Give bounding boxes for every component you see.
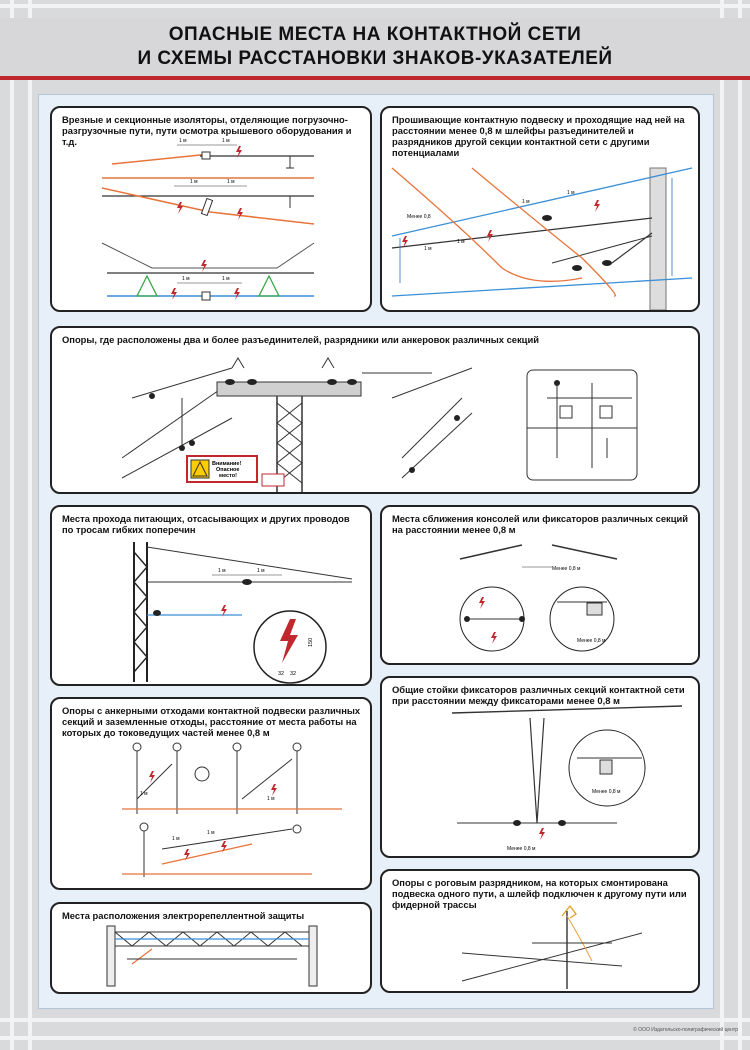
- messenger-wire: [102, 243, 314, 268]
- dim-label: 32: [290, 671, 297, 677]
- orange-wire: [112, 154, 210, 164]
- dim-label: 1 м: [140, 791, 148, 797]
- panel-feeder-wires: [50, 505, 372, 686]
- dim-label: 1 м: [257, 568, 265, 574]
- insulator: [247, 379, 257, 385]
- insulator: [347, 379, 357, 385]
- diagram-feeder-wires: [52, 507, 372, 686]
- panel-title: Опоры с роговым разрядником, на которых смонтирована подвеска одного пути, а шлейф подключен к другому пути или фидерной трассы: [392, 877, 687, 910]
- panel-anchor-branches: [50, 697, 372, 890]
- arrester: [232, 358, 244, 368]
- insulator: [225, 379, 235, 385]
- dim-label: 1 м: [424, 246, 432, 252]
- crossbeam: [452, 706, 682, 713]
- dim-label: 1 м: [172, 836, 180, 842]
- circuit-schematic: [527, 370, 637, 480]
- panel-title: Места прохода питающих, отсасывающих и других проводов по тросам гибких поперечин: [62, 513, 350, 535]
- wire: [122, 388, 222, 458]
- diagram-horn-arrester: [382, 871, 700, 993]
- panel-horn-arrester: [380, 869, 700, 993]
- diagram-crossing-loops: [382, 108, 700, 312]
- dim-label: 1 м: [190, 179, 198, 185]
- bg-stripe: [0, 4, 750, 8]
- horn-arrester: [562, 906, 576, 918]
- insulator: [189, 440, 195, 446]
- panel-title: Общие стойки фиксаторов различных секций контактной сети при расстоянии между фиксаторами менее 0,8 м: [392, 684, 685, 706]
- insulator: [201, 198, 212, 215]
- dim-label: 1 м: [267, 796, 275, 802]
- panel-title: Врезные и секционные изоляторы, отделяющие погрузочно-разгрузочные пути, пути осмотра крышевого оборудования и т.д.: [62, 114, 352, 147]
- dim-label: Менее 0,8 м: [552, 566, 581, 572]
- insulator: [464, 616, 470, 622]
- bg-stripe: [10, 0, 14, 1050]
- bracket: [612, 233, 652, 263]
- panel-title: Места сближения консолей или фиксаторов различных секций на расстоянии менее 0,8 м: [392, 513, 689, 535]
- insulator: [293, 825, 301, 833]
- support-left: [107, 926, 115, 986]
- sign-placement: [262, 474, 284, 486]
- insulator: [202, 152, 210, 159]
- orange-loop: [392, 168, 582, 281]
- insulator: [454, 415, 460, 421]
- insulator: [513, 820, 521, 826]
- diagram-disconnectors: [52, 328, 700, 494]
- panel-title: Опоры с анкерными отходами контактной подвески различных секций и заземленные отходы, расстояние от места работы на которых до токоведущих частей менее 0,8 м: [62, 705, 361, 738]
- insulator: [602, 260, 612, 266]
- dim-label: Менее 0,8 м: [507, 846, 536, 852]
- fixator: [587, 603, 602, 615]
- orange-loop: [472, 168, 615, 296]
- wire: [242, 759, 292, 799]
- orange-wire: [102, 188, 210, 212]
- bg-stripe: [738, 0, 742, 1050]
- panel-crossing-loops: [380, 106, 700, 312]
- dim-label: 1 м: [522, 199, 530, 205]
- insulator: [179, 445, 185, 451]
- title-line-1: ОПАСНЫЕ МЕСТА НА КОНТАКТНОЙ СЕТИ: [168, 24, 582, 45]
- lightning-mark: [594, 200, 600, 212]
- dim-label: 1 м: [207, 830, 215, 836]
- insulator: [572, 265, 582, 271]
- dim-label: Менее 0,8 м: [577, 638, 606, 644]
- arrester: [322, 358, 334, 368]
- diagram-common-fixator-posts: [382, 678, 700, 858]
- bg-stripe: [0, 1018, 750, 1022]
- bg-stripe: [0, 1036, 750, 1040]
- wire: [162, 829, 292, 849]
- insulator: [558, 820, 566, 826]
- lightning-mark: [201, 260, 207, 272]
- dim-label: 32: [278, 671, 285, 677]
- console-bracket: [460, 545, 522, 559]
- lightning-mark: [271, 784, 277, 796]
- bg-stripe: [28, 0, 32, 1050]
- panel-common-fixator-posts: [380, 676, 700, 858]
- bg-stripe: [720, 0, 724, 1050]
- panel-repellent-protection: [50, 902, 372, 994]
- orange-loop: [567, 916, 592, 961]
- insulator: [519, 616, 525, 622]
- diagram-section-insulators: [52, 108, 372, 312]
- panel-section-insulators: [50, 106, 372, 312]
- green-arm: [137, 276, 157, 296]
- support-right: [309, 926, 317, 986]
- orange-wire: [132, 949, 152, 964]
- cross-span: [147, 547, 352, 579]
- pole-top: [140, 823, 148, 831]
- poster-header: [0, 18, 750, 80]
- lattice-tower: [134, 542, 147, 682]
- lightning-mark: [177, 202, 183, 214]
- lightning-mark: [234, 288, 240, 300]
- dim-label: 1 м: [218, 568, 226, 574]
- insulator: [327, 379, 337, 385]
- warning-line-3: место!: [219, 473, 237, 479]
- insulator: [542, 215, 552, 221]
- warning-line-1: Внимание!: [212, 461, 242, 467]
- dim-label: 1 м: [222, 276, 230, 282]
- crossarm: [217, 382, 361, 396]
- title-line-2: И СХЕМЫ РАССТАНОВКИ ЗНАКОВ-УКАЗАТЕЛЕЙ: [137, 48, 613, 69]
- insulator: [195, 767, 209, 781]
- panel-disconnectors: [50, 326, 700, 494]
- console-bracket: [552, 545, 617, 559]
- vertical-post: [530, 718, 544, 823]
- diagram-consoles-approach: [382, 507, 700, 665]
- lightning-mark: [539, 828, 545, 840]
- insulator: [202, 292, 210, 300]
- panel-title: Места расположения электрорепеллентной защиты: [62, 910, 305, 921]
- diagram-anchor-branches: [52, 699, 372, 890]
- panel-title: Опоры, где расположены два и более разъединителей, разрядники или анкеровок различных секций: [62, 334, 539, 345]
- contact-wire: [392, 218, 652, 248]
- warning-line-2: Опасное: [216, 467, 240, 473]
- dim-label: Менее 0,8: [407, 214, 431, 220]
- dim-label: 1 м: [222, 138, 230, 144]
- wire: [402, 398, 462, 458]
- panel-consoles-approach: [380, 505, 700, 665]
- orange-wire: [210, 212, 314, 224]
- dim-label: 150: [308, 637, 314, 647]
- support-pole: [650, 168, 666, 310]
- insulator: [149, 393, 155, 399]
- copyright: © ООО Издательско-полиграфический центр: [633, 1027, 738, 1033]
- dim-label: 1 м: [179, 138, 187, 144]
- lightning-mark: [237, 208, 243, 220]
- lightning-mark: [171, 288, 177, 300]
- insulator: [242, 579, 252, 585]
- dim-label: 1 м: [227, 179, 235, 185]
- fixator: [600, 760, 612, 774]
- contact-wire: [552, 236, 652, 263]
- wire: [462, 953, 622, 966]
- dim-label: 1 м: [457, 239, 465, 245]
- wire: [462, 933, 642, 981]
- diagram-repellent-protection: [52, 904, 372, 994]
- dim-label: Менее 0,8 м: [592, 789, 621, 795]
- panel-title: Прошивающие контактную подвеску и проходящие над ней на расстоянии менее 0,8 м шлейфы разъединителей и разрядников другой секции контактной сети с другими потенциалами: [392, 114, 685, 158]
- insulator: [153, 610, 161, 616]
- dim-label: 1 м: [182, 276, 190, 282]
- insulator: [409, 467, 415, 473]
- green-arm: [259, 276, 279, 296]
- dim-label: 1 м: [567, 190, 575, 196]
